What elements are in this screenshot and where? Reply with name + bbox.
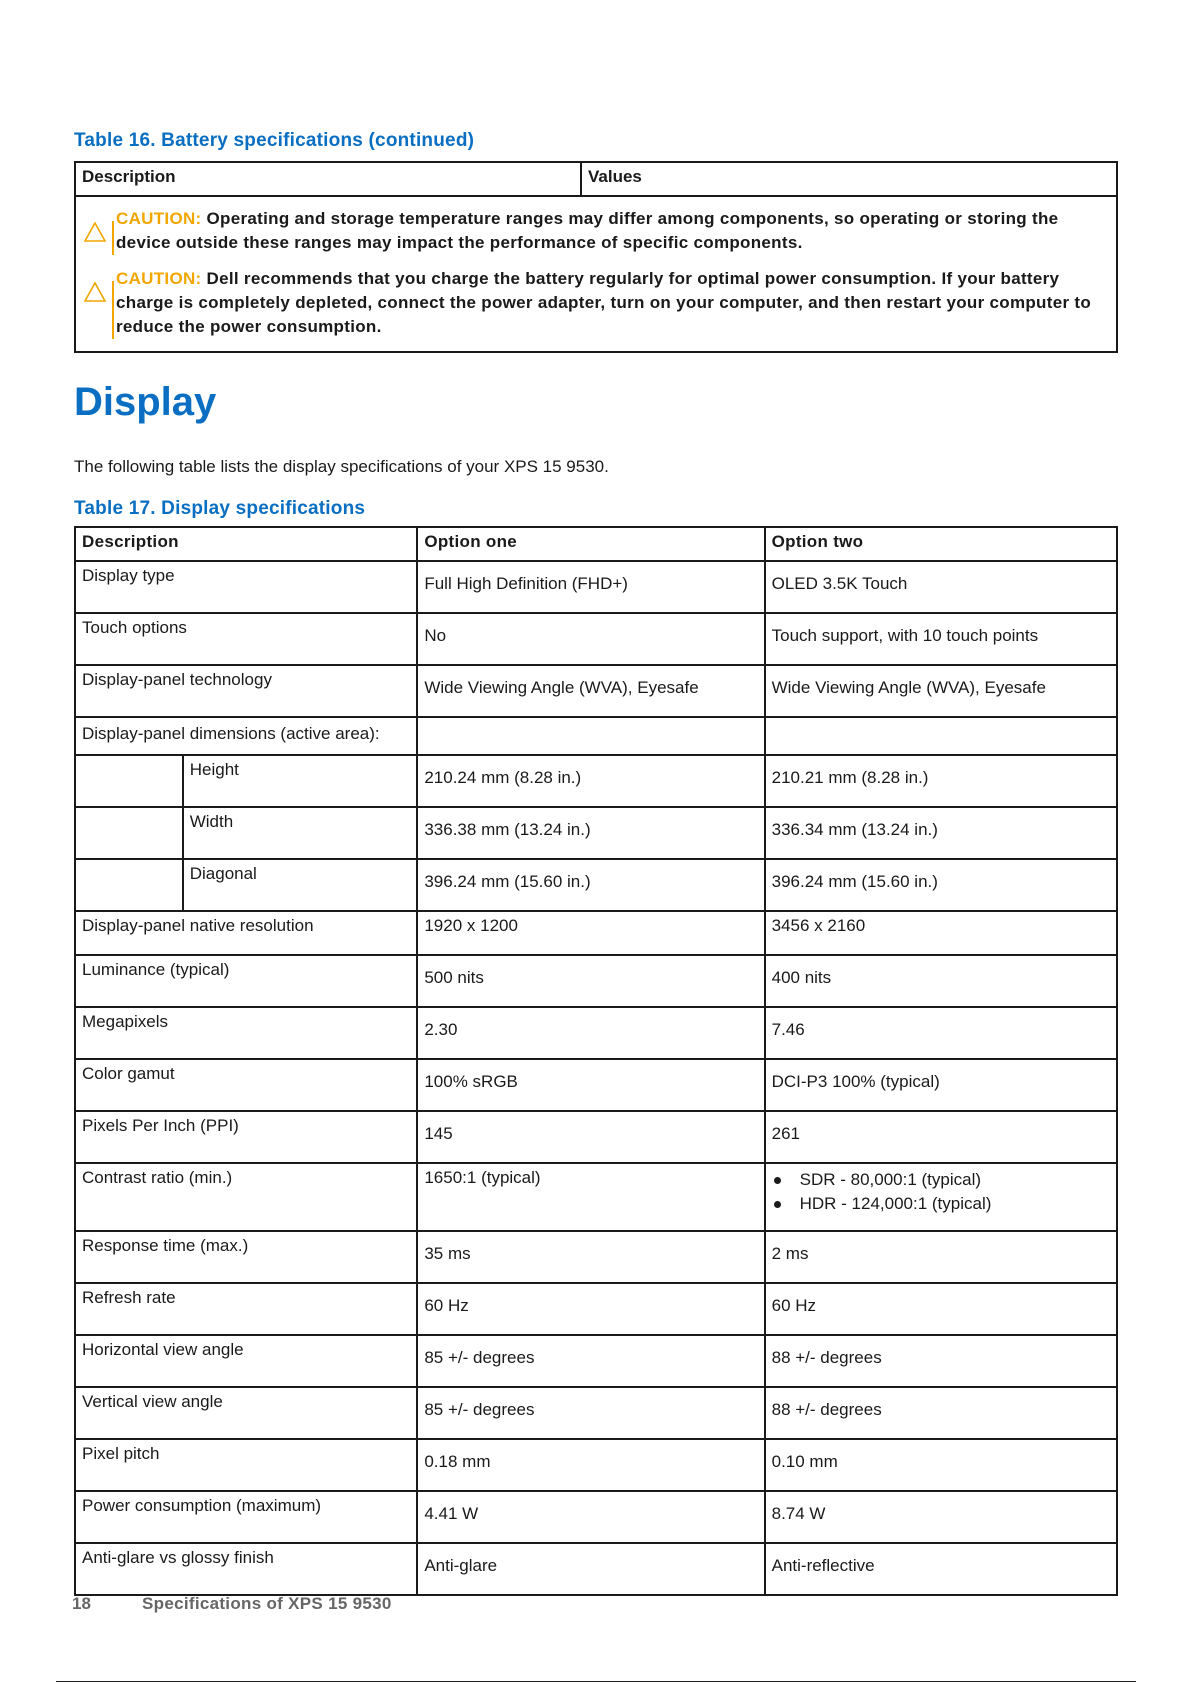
table-row — [75, 1491, 1117, 1543]
warning-triangle-icon — [84, 282, 106, 302]
caution-text: Dell recommends that you charge the battery regularly for optimal power consumption. If your battery charge is completely depleted, connect the power adapter, turn on your computer, and then restart your computer to reduce the power consumption. — [116, 269, 1092, 336]
caution-label: CAUTION: — [116, 209, 202, 228]
dimensions-header-row — [75, 717, 1117, 755]
table-row — [75, 665, 1117, 717]
row-option-one: 35 ms — [417, 1231, 764, 1283]
row-description: Megapixels — [75, 1007, 417, 1059]
row-option-one: 396.24 mm (15.60 in.) — [417, 859, 764, 911]
indent-cell — [75, 755, 183, 807]
caution-note — [82, 267, 1106, 339]
display-table — [74, 526, 1118, 1596]
table-row — [75, 1543, 1117, 1595]
dimensions-blank-two — [765, 717, 1117, 755]
battery-header-values: Values — [581, 162, 1117, 196]
row-option-two — [765, 1163, 1117, 1231]
row-option-one: 85 +/- degrees — [417, 1335, 764, 1387]
row-option-one: Full High Definition (FHD+) — [417, 561, 764, 613]
list-item: SDR - 80,000:1 (typical) — [772, 1168, 1110, 1192]
table-row — [75, 613, 1117, 665]
row-option-one: 1650:1 (typical) — [417, 1163, 764, 1231]
row-description: Display-panel technology — [75, 665, 417, 717]
table-row — [75, 1439, 1117, 1491]
bottom-divider — [56, 1681, 1136, 1682]
table-row-contrast — [75, 1163, 1117, 1231]
row-option-two: 210.21 mm (8.28 in.) — [765, 755, 1117, 807]
section-title: Display — [74, 380, 217, 424]
indent-cell — [75, 807, 183, 859]
dimensions-blank-one — [417, 717, 764, 755]
row-option-one: 210.24 mm (8.28 in.) — [417, 755, 764, 807]
row-option-one: 60 Hz — [417, 1283, 764, 1335]
table-row — [75, 1007, 1117, 1059]
row-option-one: 145 — [417, 1111, 764, 1163]
table-row — [75, 1059, 1117, 1111]
row-option-one: 500 nits — [417, 955, 764, 1007]
table-row — [75, 1111, 1117, 1163]
table-row — [75, 807, 1117, 859]
row-option-one: 85 +/- degrees — [417, 1387, 764, 1439]
row-option-one: 4.41 W — [417, 1491, 764, 1543]
section-intro: The following table lists the display specifications of your XPS 15 9530. — [74, 457, 609, 476]
contrast-bullet-list — [772, 1168, 1110, 1216]
row-description: Refresh rate — [75, 1283, 417, 1335]
row-option-two: 400 nits — [765, 955, 1117, 1007]
battery-table — [74, 161, 1118, 353]
row-description: Height — [183, 755, 418, 807]
row-option-one: No — [417, 613, 764, 665]
row-description: Width — [183, 807, 418, 859]
row-option-two: OLED 3.5K Touch — [765, 561, 1117, 613]
dimensions-label: Display-panel dimensions (active area): — [75, 717, 417, 755]
table-row — [75, 1231, 1117, 1283]
table-row — [75, 561, 1117, 613]
row-option-two: 396.24 mm (15.60 in.) — [765, 859, 1117, 911]
row-description: Anti-glare vs glossy finish — [75, 1543, 417, 1595]
row-option-one: Anti-glare — [417, 1543, 764, 1595]
row-description: Response time (max.) — [75, 1231, 417, 1283]
row-description: Power consumption (maximum) — [75, 1491, 417, 1543]
display-header-description: Description — [75, 527, 417, 561]
row-option-two: 88 +/- degrees — [765, 1387, 1117, 1439]
row-option-two: DCI-P3 100% (typical) — [765, 1059, 1117, 1111]
row-option-two: 88 +/- degrees — [765, 1335, 1117, 1387]
footer-title: Specifications of XPS 15 9530 — [142, 1594, 392, 1613]
table-row — [75, 1387, 1117, 1439]
display-header-option-two: Option two — [765, 527, 1117, 561]
table-row — [75, 1283, 1117, 1335]
row-option-one: 336.38 mm (13.24 in.) — [417, 807, 764, 859]
row-option-one: 2.30 — [417, 1007, 764, 1059]
indent-cell — [75, 859, 183, 911]
table-row — [75, 911, 1117, 955]
row-option-two: Anti-reflective — [765, 1543, 1117, 1595]
row-description: Display type — [75, 561, 417, 613]
row-option-two: 60 Hz — [765, 1283, 1117, 1335]
row-option-one: 100% sRGB — [417, 1059, 764, 1111]
row-description: Horizontal view angle — [75, 1335, 417, 1387]
display-header-option-one: Option one — [417, 527, 764, 561]
row-description: Pixels Per Inch (PPI) — [75, 1111, 417, 1163]
caution-label: CAUTION: — [116, 269, 202, 288]
row-option-two: Touch support, with 10 touch points — [765, 613, 1117, 665]
list-item: HDR - 124,000:1 (typical) — [772, 1192, 1110, 1216]
battery-notes-cell — [75, 196, 1117, 352]
row-option-two: 261 — [765, 1111, 1117, 1163]
warning-triangle-icon — [84, 222, 106, 242]
table-row — [75, 859, 1117, 911]
row-option-two: 0.10 mm — [765, 1439, 1117, 1491]
battery-notes-row — [75, 196, 1117, 352]
row-description: Display-panel native resolution — [75, 911, 417, 955]
caution-text-block — [114, 267, 1106, 339]
table-row — [75, 955, 1117, 1007]
battery-table-header-row — [75, 162, 1117, 196]
caution-text: Operating and storage temperature ranges may differ among components, so operating or storing the device outside these ranges may impact the performance of specific components. — [116, 209, 1059, 252]
row-description: Luminance (typical) — [75, 955, 417, 1007]
row-option-one: 0.18 mm — [417, 1439, 764, 1491]
row-option-one: Wide Viewing Angle (WVA), Eyesafe — [417, 665, 764, 717]
caution-bar — [112, 281, 114, 339]
page-number: 18 — [72, 1594, 91, 1613]
caution-text-block — [114, 207, 1106, 255]
row-description: Touch options — [75, 613, 417, 665]
row-option-two: 7.46 — [765, 1007, 1117, 1059]
row-description: Vertical view angle — [75, 1387, 417, 1439]
row-description: Pixel pitch — [75, 1439, 417, 1491]
row-description: Diagonal — [183, 859, 418, 911]
display-table-header-row — [75, 527, 1117, 561]
caution-bar — [112, 221, 114, 255]
row-description: Color gamut — [75, 1059, 417, 1111]
row-option-two: 2 ms — [765, 1231, 1117, 1283]
caution-note — [82, 207, 1106, 255]
row-option-two: 3456 x 2160 — [765, 911, 1117, 955]
row-description: Contrast ratio (min.) — [75, 1163, 417, 1231]
row-option-one: 1920 x 1200 — [417, 911, 764, 955]
row-option-two: 336.34 mm (13.24 in.) — [765, 807, 1117, 859]
battery-header-description: Description — [75, 162, 581, 196]
row-option-two: Wide Viewing Angle (WVA), Eyesafe — [765, 665, 1117, 717]
table-row — [75, 755, 1117, 807]
table-row — [75, 1335, 1117, 1387]
battery-table-caption: Table 16. Battery specifications (continued) — [74, 130, 475, 151]
row-option-two: 8.74 W — [765, 1491, 1117, 1543]
display-table-caption: Table 17. Display specifications — [74, 498, 366, 519]
